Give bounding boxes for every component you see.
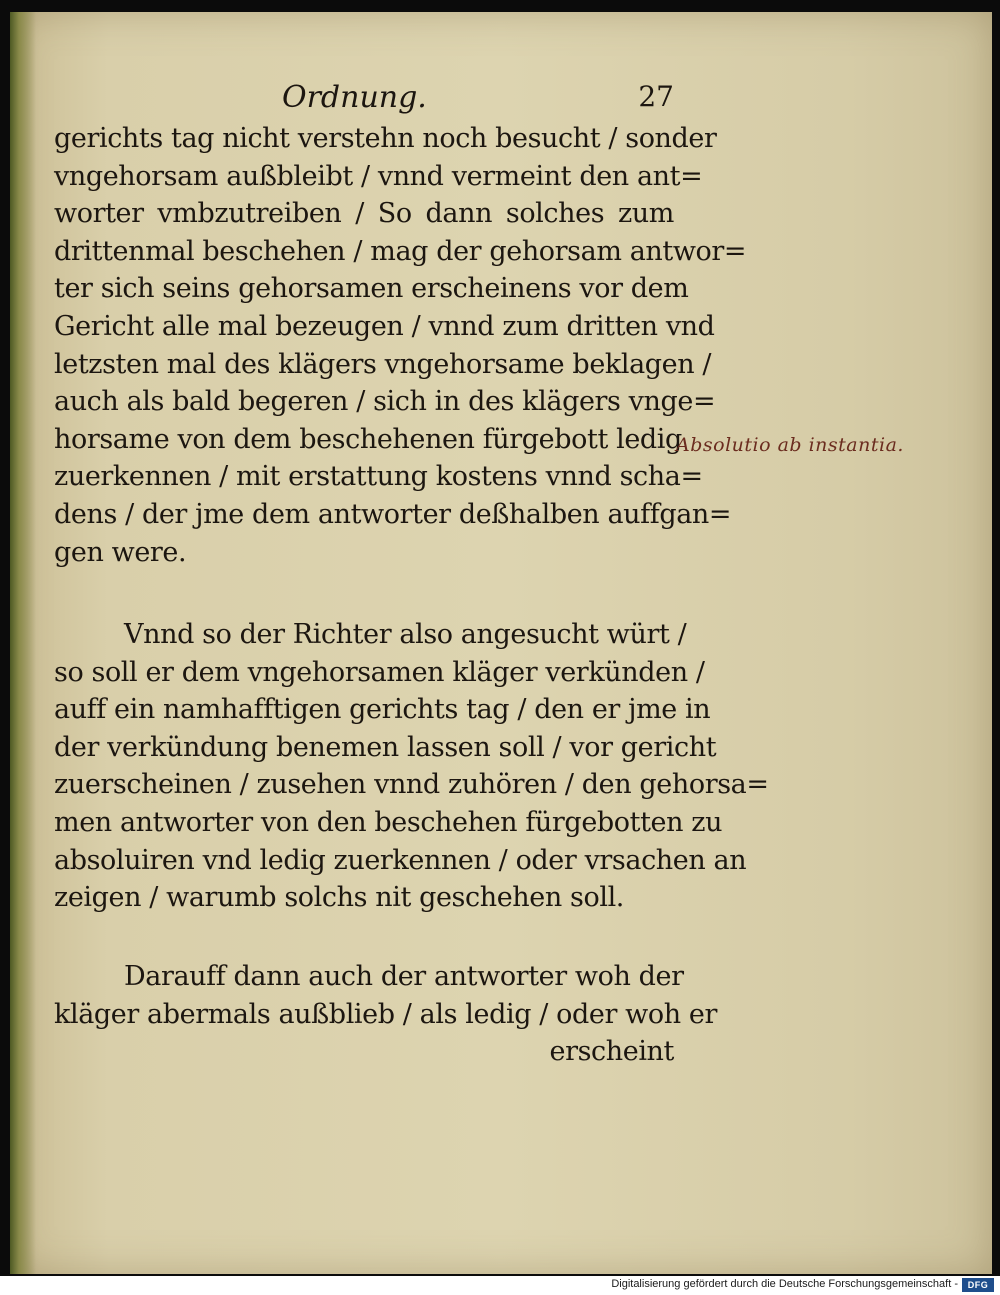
text-line: horsame von dem beschehenen fürgebott ledig <box>54 423 682 455</box>
funding-credit: Digitalisierung gefördert durch die Deutsche Forschungsgemeinschaft - <box>611 1278 958 1290</box>
marginal-note: Absolutio ab instantia. <box>676 434 904 456</box>
text-line: Vnnd so der Richter also angesucht würt / <box>124 619 687 650</box>
text-line: zuerkennen / mit erstattung kostens vnnd scha= <box>54 461 703 493</box>
text-line: kläger abermals außblieb / als ledig / oder woh er <box>54 998 717 1030</box>
text-line: men antworter von den beschehen fürgebotten zu <box>54 806 723 838</box>
text-line: drittenmal beschehen / mag der gehorsam antwor= <box>54 235 747 267</box>
catchword: erscheint <box>549 1036 674 1068</box>
text-line: ter sich seins gehorsamen erscheinens vor dem <box>54 273 689 305</box>
text-line: Darauff dann auch der antworter woh der <box>124 961 684 992</box>
text-line: dens / der jme dem antworter deßhalben auffgan= <box>54 498 732 530</box>
book-page <box>10 12 992 1274</box>
paragraph-3 <box>54 958 717 1071</box>
text-line: gerichts tag nicht verstehn noch besucht / sonder <box>54 123 717 154</box>
running-title: Ordnung. <box>282 80 427 115</box>
text-line: auff ein namhafftigen gerichts tag / den er jme in <box>54 694 711 726</box>
footer-bar <box>0 1276 1000 1295</box>
text-line: so soll er dem vngehorsamen kläger verkünden / <box>54 656 705 688</box>
text-line: absoluiren vnd ledig zuerkennen / oder vrsachen an <box>54 844 747 876</box>
text-line: letzsten mal des klägers vngehorsame beklagen / <box>54 348 712 380</box>
text-line: zeigen / warumb solchs nit geschehen soll. <box>54 882 624 914</box>
running-head <box>50 80 674 120</box>
text-line: worter vmbzutreiben / So dann solches zum <box>54 198 674 230</box>
text-line: der verkündung benemen lassen soll / vor gericht <box>54 731 717 763</box>
text-line: auch als bald begeren / sich in des klägers vnge= <box>54 386 716 418</box>
text-line: zuerscheinen / zusehen vnnd zuhören / den gehorsa= <box>54 769 769 801</box>
text-line: vngehorsam außbleibt / vnnd vermeint den ant= <box>54 160 703 192</box>
dfg-logo-icon: DFG <box>962 1278 994 1292</box>
text-line: gen were. <box>54 536 187 568</box>
page-number: 27 <box>638 80 674 113</box>
text-line: Gericht alle mal bezeugen / vnnd zum dritten vnd <box>54 310 715 342</box>
paragraph-1 <box>54 120 747 571</box>
paragraph-2 <box>54 616 769 917</box>
